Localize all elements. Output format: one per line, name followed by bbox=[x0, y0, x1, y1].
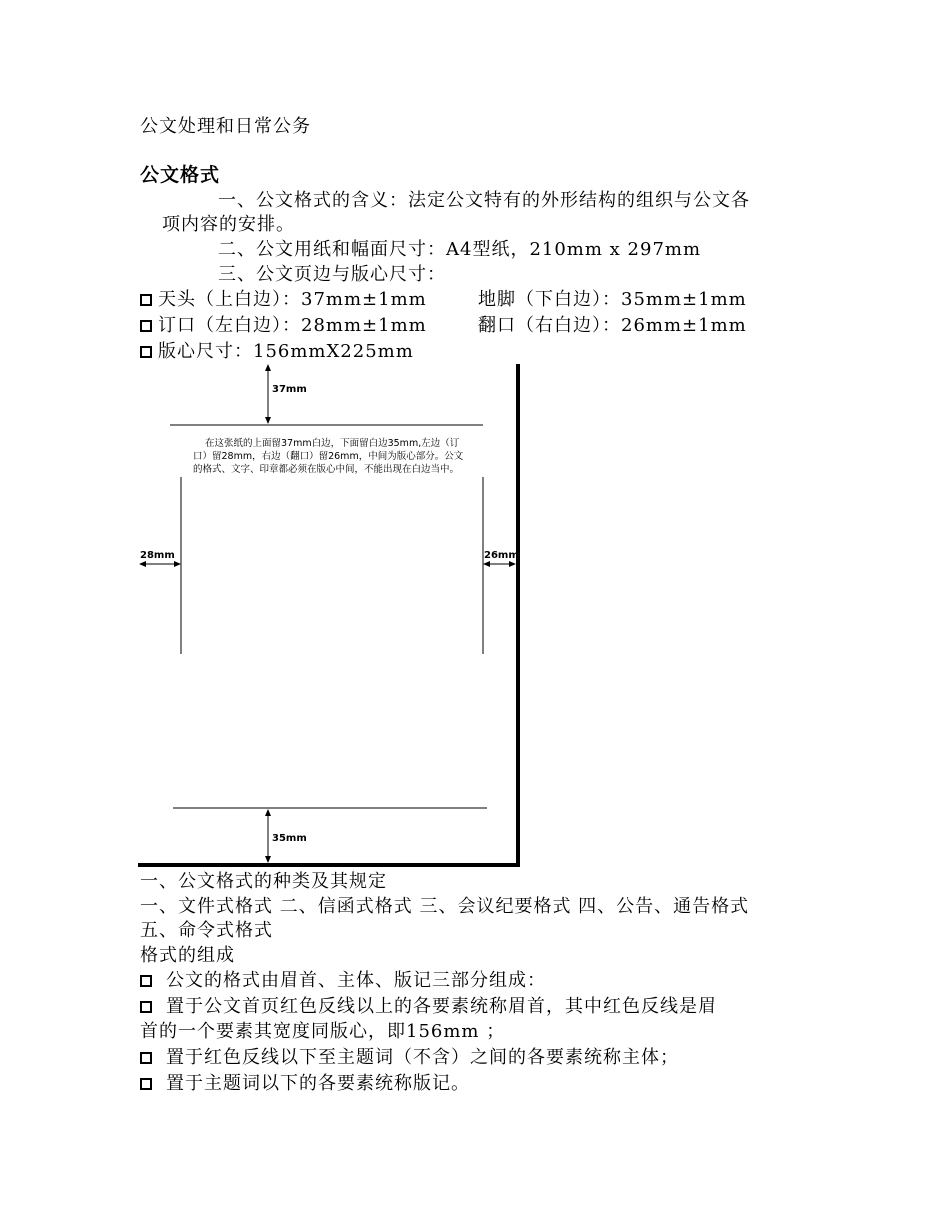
label-right-margin: 26mm bbox=[484, 550, 519, 561]
types-list-line2: 五、命令式格式 bbox=[140, 920, 273, 941]
margin-bottom-item: 地脚（下白边）：35mm±1mm bbox=[478, 289, 747, 310]
composition-heading: 格式的组成 bbox=[140, 945, 235, 966]
types-heading: 一、公文格式的种类及其规定 bbox=[140, 871, 387, 892]
composition-item-4 bbox=[140, 1073, 470, 1095]
label-bottom-margin: 35mm bbox=[272, 833, 307, 844]
checkbox-icon bbox=[140, 346, 152, 358]
type-area-text: 版心尺寸：156mmX225mm bbox=[158, 341, 414, 362]
checkbox-icon bbox=[140, 1052, 152, 1064]
composition-item-3-text: 置于红色反线以下至主题词（不含）之间的各要素统称主体； bbox=[166, 1047, 679, 1068]
page-margin-diagram bbox=[138, 362, 523, 868]
composition-item-2-line1 bbox=[140, 996, 717, 1018]
composition-item-1 bbox=[140, 970, 546, 992]
type-area-item bbox=[140, 341, 414, 363]
margin-right-item: 翻口（右白边）：26mm±1mm bbox=[478, 315, 747, 336]
paragraph-margins-heading: 三、公文页边与版心尺寸： bbox=[218, 264, 446, 285]
composition-item-2-line2: 首的一个要素其宽度同版心，即156mm ； bbox=[140, 1021, 506, 1042]
composition-item-3 bbox=[140, 1047, 679, 1069]
composition-item-4-text: 置于主题词以下的各要素统称版记。 bbox=[166, 1073, 470, 1094]
document-title: 公文处理和日常公务 bbox=[140, 116, 311, 137]
types-list-line1: 一、文件式格式 二、信函式格式 三、会议纪要格式 四、公告、通告格式 bbox=[140, 896, 750, 917]
label-left-margin: 28mm bbox=[140, 550, 175, 561]
composition-item-2-text: 置于公文首页红色反线以上的各要素统称眉首，其中红色反线是眉 bbox=[166, 996, 717, 1017]
checkbox-icon bbox=[140, 294, 152, 306]
diagram-note: 在这张纸的上面留37mm白边，下面留白边35mm,左边（订口）留28mm，右边（翻口）留26mm，中间为版心部分。公文的格式、文字、印章都必须在版心中间，不能出现在白边当中。 bbox=[193, 438, 464, 475]
label-top-margin: 37mm bbox=[272, 384, 307, 395]
margin-left-item bbox=[140, 315, 427, 337]
checkbox-icon bbox=[140, 320, 152, 332]
checkbox-icon bbox=[140, 975, 152, 987]
checkbox-icon bbox=[140, 1001, 152, 1013]
margin-left-text: 订口（左白边）：28mm±1mm bbox=[158, 315, 427, 336]
composition-item-1-text: 公文的格式由眉首、主体、版记三部分组成： bbox=[166, 970, 546, 991]
paragraph-definition-line2: 项内容的安排。 bbox=[162, 214, 295, 235]
checkbox-icon bbox=[140, 1078, 152, 1090]
paragraph-paper-size: 二、公文用纸和幅面尺寸：A4型纸，210mm x 297mm bbox=[218, 239, 702, 260]
section-heading: 公文格式 bbox=[140, 164, 221, 186]
margin-top-text: 天头（上白边）：37mm±1mm bbox=[158, 289, 427, 310]
paragraph-definition-line1: 一、公文格式的含义：法定公文特有的外形结构的组织与公文各 bbox=[218, 190, 750, 211]
margin-top-item bbox=[140, 289, 427, 311]
